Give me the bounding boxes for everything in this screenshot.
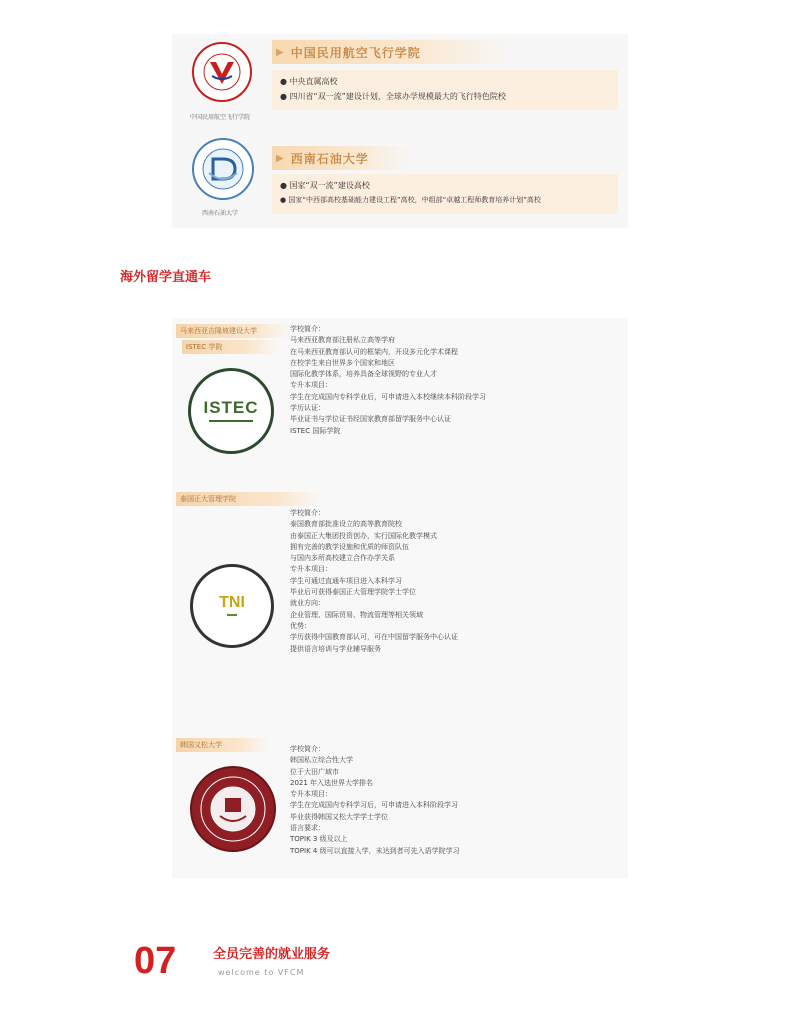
- overseas-partner-panel: [172, 318, 628, 878]
- woosong-seal-icon: [198, 774, 268, 844]
- school2-caption: 西南石油大学: [201, 210, 238, 217]
- school2-info: [272, 174, 618, 214]
- page-number: 07: [134, 940, 177, 982]
- section-heading: 海外留学直通车: [120, 270, 212, 285]
- school2-name-banner: [272, 146, 412, 170]
- school2-bullet-1: ● 国家“双一流”建设高校: [280, 181, 370, 190]
- school2-name: 西南石油大学: [290, 151, 369, 166]
- triangle-bullet-icon: ▶: [276, 46, 285, 58]
- school1-bullet-1: ● 中央直属高校: [280, 77, 338, 86]
- partner3-description: 学校简介： 韩国私立综合性大学 位于大田广域市 2021 年入选世界大学排名 专升本项目： 学生在完成国内专科学习后，可申请进入本科阶段学习 毕业获得韩国又松大学学士学位 语言要求： TOPIK 3 级及以上 TOPIK 4 级可以直接入学，未达到者可先入语学院学习: [290, 745, 460, 855]
- triangle-bullet-icon: ▶: [276, 152, 285, 164]
- partner1-logo: [188, 368, 274, 454]
- partner2-logo: [190, 564, 274, 648]
- school1-name-banner: [272, 40, 512, 64]
- school1-bullet-2: ● 四川省“双一流”建设计划，全球办学规模最大的飞行特色院校: [280, 92, 506, 101]
- partner1-description: 学校简介： 马来西亚教育部注册私立高等学府 在马来西亚教育部认可的框架内，开设多元化学术课程 在校学生来自世界多个国家和地区 国际化教学体系，培养具备全球视野的专业人才 专升本项目： 学生在完成国内专科学业后，可申请进入本校继续本科阶段学习 学历认证： 毕业证书与学位证书经国家教育部留学服务中心认证 ISTEC 国际学院: [290, 325, 486, 435]
- partner1-tag: 马来西亚吉隆坡建设大学: [176, 324, 290, 338]
- caac-flight-logo-icon: [202, 52, 242, 92]
- school2-bullet-2: ● 国家“中西部高校基础能力建设工程”高校，中组部“卓越工程师教育培养计划”高校: [280, 196, 541, 204]
- partner3-logo: [190, 766, 276, 852]
- istec-logo-icon: ISTEC: [203, 398, 259, 417]
- school1-logo: [192, 42, 252, 102]
- footer-subtitle: welcome to VFCM: [218, 968, 305, 977]
- school2-logo: [192, 138, 254, 200]
- top-partner-panel: [172, 34, 628, 228]
- partner3-tag: 韩国又松大学: [176, 738, 268, 752]
- footer-title: 全员完善的就业服务: [213, 947, 331, 962]
- partner2-description: 学校简介： 泰国教育部批准设立的高等教育院校 由泰国正大集团投资创办，实行国际化教学模式 拥有完善的教学设施和优质的师资队伍 与国内多所高校建立合作办学关系 专升本项目： 学生可通过直通车项目进入本科学习 毕业后可获得泰国正大管理学院学士学位 就业方向： 企业管理、国际贸易、物流管理等相关领域 优势： 学历获得中国教育部认可，可在中国留学服务中心认证 提供语言培训与学业辅导服务: [290, 509, 458, 653]
- tni-logo-icon: TNI: [219, 594, 245, 611]
- school1-name: 中国民用航空飞行学院: [290, 45, 421, 60]
- partner1-tag-secondary: ISTEC 学院: [182, 340, 278, 354]
- partner2-tag: 泰国正大管理学院: [176, 492, 320, 506]
- school1-info: [272, 70, 618, 110]
- school1-caption: 中国民用航空飞行学院: [189, 114, 250, 121]
- swpu-logo-icon: [201, 147, 245, 191]
